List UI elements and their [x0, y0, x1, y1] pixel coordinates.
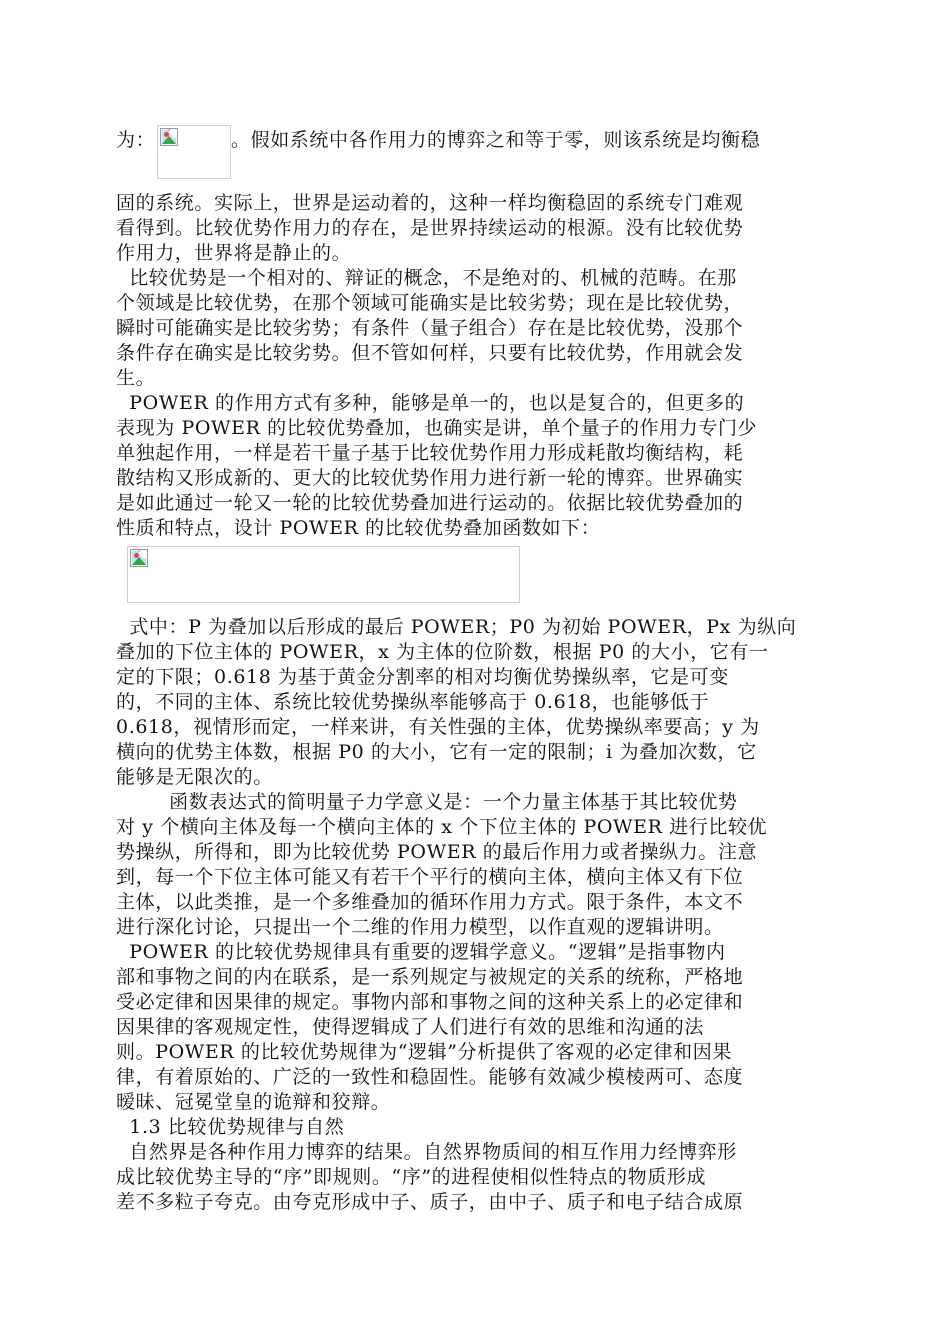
text-line-26: 到，每一个下位主体可能又有若干个平行的横向主体，横向主体又有下位: [116, 866, 744, 888]
section-heading: 1.3 比较优势规律与自然: [116, 1116, 345, 1138]
text-line-30: 部和事物之间的内在联系，是一系列规定与被规定的关系的统称，严格地: [116, 966, 744, 988]
text-line-31: 受必定律和因果律的规定。事物内部和事物之间的这种关系上的必定律和: [116, 991, 744, 1013]
text-line-8: 条件存在确实是比较劣势。但不管如何样，只要有比较优势，作用就会发: [116, 342, 744, 364]
text-line-33: 则。POWER 的比较优势规律为“逻辑”分析提供了客观的必定律和因果: [116, 1041, 732, 1063]
text-line-38: 成比较优势主导的“序”即规则。“序”的进程使相似性特点的物质形成: [116, 1166, 707, 1188]
text-line-25: 势操纵，所得和，即为比较优势 POWER 的最后作用力或者操纵力。注意: [116, 841, 758, 863]
text-line-18: 定的下限；0.618 为基于黄金分割率的相对均衡优势操纵率，它是可变: [116, 666, 729, 688]
text-line-39: 差不多粒子夸克。由夸克形成中子、质子，由中子、质子和电子结合成原: [116, 1191, 744, 1213]
text-line-28: 进行深化讨论，只提出一个二维的作用力模型，以作直观的逻辑讲明。: [116, 916, 724, 938]
text-line-19: 的，不同的主体、系统比较优势操纵率能够高于 0.618，也能够低于: [116, 691, 710, 713]
broken-image-icon: [130, 549, 148, 567]
text-line-22: 能够是无限次的。: [116, 766, 273, 788]
text-line-7: 瞬时可能确实是比较劣势；有条件（量子组合）存在是比较优势，没那个: [116, 317, 744, 339]
text-line-3: 看得到。比较优势作用力的存在，是世界持续运动的根源。没有比较优势: [116, 217, 744, 239]
text-line-9: 生。: [116, 367, 156, 389]
text-line-11: 表现为 POWER 的比较优势叠加，也确实是讲，单个量子的作用力专门少: [116, 417, 758, 439]
text-line-1: 。假如系统中各作用力的博弈之和等于零，则该系统是均衡稳: [231, 129, 761, 151]
text-line-4: 作用力，世界将是静止的。: [116, 242, 352, 264]
text-line-35: 暧昧、冠冕堂皇的诡辩和狡辩。: [116, 1091, 391, 1113]
formula-image: [127, 546, 520, 603]
text-line-17: 叠加的下位主体的 POWER，x 为主体的位阶数，根据 P0 的大小，它有一: [116, 641, 769, 663]
text-line-6: 个领域是比较优势，在那个领域可能确实是比较劣势；现在是比较优势，: [116, 292, 744, 314]
text-line-34: 律，有着原始的、广泛的一致性和稳固性。能够有效减少模棱两可、态度: [116, 1066, 744, 1088]
text-line-29: POWER 的比较优势规律具有重要的逻辑学意义。“逻辑”是指事物内: [116, 941, 726, 963]
text-line-2: 固的系统。实际上，世界是运动着的，这种一样均衡稳固的系统专门难观: [116, 192, 744, 214]
text-line-23: 函数表达式的简明量子力学意义是：一个力量主体基于其比较优势: [116, 791, 738, 813]
text-line-20: 0.618，视情形而定，一样来讲，有关性强的主体，优势操纵率要高；y 为: [116, 716, 760, 738]
text-line-37: 自然界是各种作用力博弈的结果。自然界物质间的相互作用力经博弈形: [116, 1141, 737, 1163]
text-line-24: 对 y 个横向主体及每一个横向主体的 x 个下位主体的 POWER 进行比较优: [116, 816, 768, 838]
text-line-27: 主体，以此类推，是一个多维叠加的循环作用力方式。限于条件，本文不: [116, 891, 744, 913]
text-line-16: 式中：P 为叠加以后形成的最后 POWER；P0 为初始 POWER，Px 为纵向: [116, 616, 797, 638]
inline-formula-image: [157, 125, 231, 179]
text-line-5: 比较优势是一个相对的、辩证的概念，不是绝对的、机械的范畴。在那: [116, 267, 737, 289]
text-line-32: 因果律的客观规定性，使得逻辑成了人们进行有效的思维和沟通的法: [116, 1016, 705, 1038]
text-line-21: 横向的优势主体数，根据 P0 的大小，它有一定的限制；i 为叠加次数，它: [116, 741, 757, 763]
text-line-14: 是如此通过一轮又一轮的比较优势叠加进行运动的。依据比较优势叠加的: [116, 492, 744, 514]
text-line-0: 为：: [116, 129, 156, 151]
text-line-15: 性质和特点，设计 POWER 的比较优势叠加函数如下：: [116, 517, 601, 539]
text-line-10: POWER 的作用方式有多种，能够是单一的，也以是复合的，但更多的: [116, 392, 745, 414]
broken-image-icon: [160, 128, 178, 146]
text-line-13: 散结构又形成新的、更大的比较优势作用力进行新一轮的博弈。世界确实: [116, 467, 744, 489]
text-line-12: 单独起作用，一样是若干量子基于比较优势作用力形成耗散均衡结构，耗: [116, 442, 744, 464]
